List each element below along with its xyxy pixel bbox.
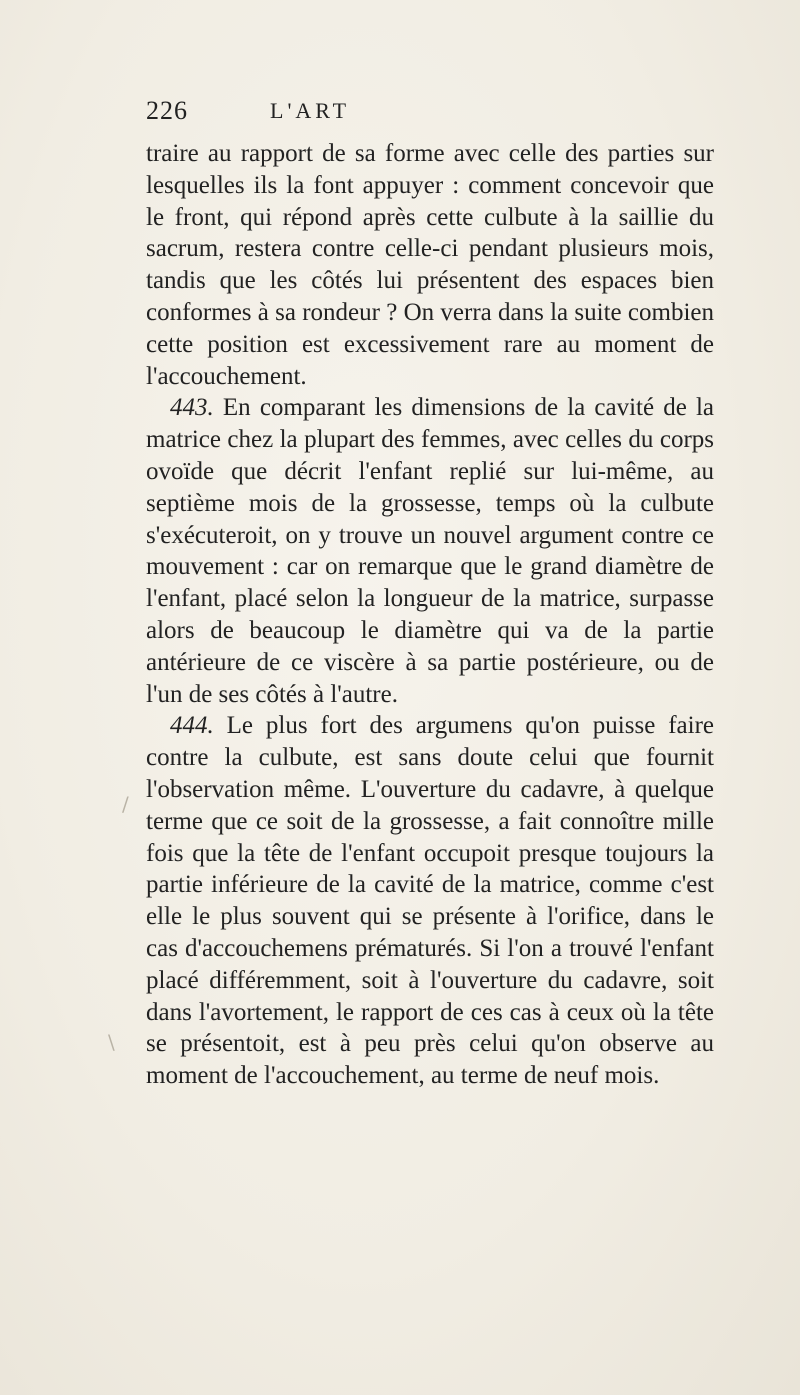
margin-mark: \ bbox=[108, 1030, 115, 1054]
paragraph-text: Le plus fort des argumens qu'on puisse faire contre la culbute, est sans doute celui que fournit l'observation même. L'ouverture du cadavre, à quelque terme que ce soit de la grossesse, a fait connoître mille fois que la tête de l'enfant occupoit presque toujours la partie inférieure de la cavité de la matrice, comme c'est elle le plus souvent qui se présente à l'orifice, dans le cas d'accouchemens prématurés. Si l'on a trouvé l'enfant placé différemment, soit à l'ouverture du cadavre, soit dans l'avortement, le rapport de ces cas à ceux où la tête se présentoit, est à peu près celui qu'on observe au moment de l'accouchement, au terme de neuf mois. bbox=[146, 712, 714, 1090]
margin-mark: / bbox=[122, 792, 129, 816]
paragraph-444 bbox=[146, 710, 714, 1092]
paragraph-443 bbox=[146, 392, 714, 710]
page-header bbox=[146, 96, 706, 130]
page-number: 226 bbox=[146, 96, 188, 125]
paragraph-number: 443. bbox=[170, 394, 214, 422]
paragraph-text: En comparant les dimensions de la cavité de la matrice chez la plupart des femmes, avec celles du corps ovoïde que décrit l'enfant replié sur lui-même, au septième mois de la grossesse, temps où la culbute s'exécuteroit, on y trouve un nouvel argument contre ce mouvement : car on remarque que le grand diamètre de l'enfant, placé selon la longueur de la matrice, surpasse alors de beaucoup le diamètre qui va de la partie antérieure de ce viscère à sa partie postérieure, ou de l'un de ses côtés à l'autre. bbox=[146, 394, 714, 708]
paragraph-continuation bbox=[146, 138, 714, 392]
running-head: L'ART bbox=[270, 98, 351, 123]
body-text bbox=[146, 138, 714, 1092]
paragraph-text: traire au rapport de sa forme avec celle des parties sur lesquelles ils la font appuyer : comment concevoir que le front, qui répond après cette culbute à la saillie du sacrum, restera contre celle-ci pendant plusieurs mois, tandis que les côtés lui présentent des espaces bien conformes à sa rondeur ? On verra dans la suite combien cette position est excessivement rare au moment de l'accouchement. bbox=[146, 140, 714, 390]
paragraph-number: 444. bbox=[170, 712, 214, 740]
